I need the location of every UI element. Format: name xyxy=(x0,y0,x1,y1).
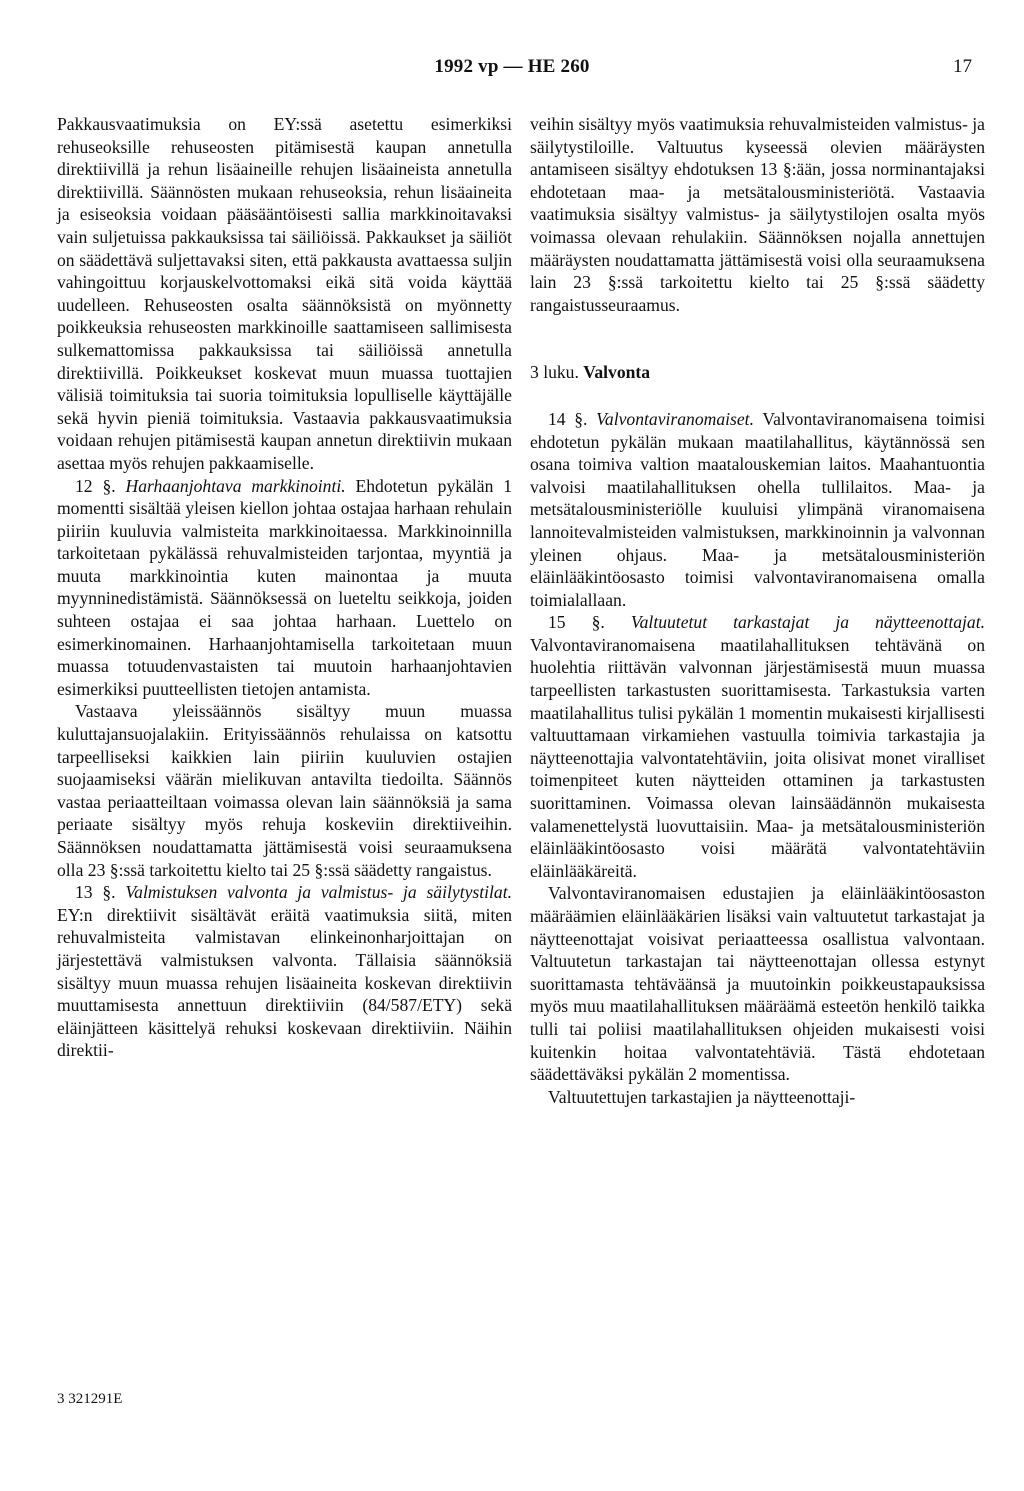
chapter-title: Valvonta xyxy=(583,362,651,383)
paragraph: Valtuutettujen tarkastajien ja näytteenottaji- xyxy=(548,1086,856,1107)
chapter-heading xyxy=(530,361,985,384)
right-column xyxy=(530,113,985,1108)
section-title: Valvontaviranomaiset. xyxy=(596,408,754,429)
paragraph: veihin sisältyy myös vaatimuksia rehuvalmisteiden valmistus- ja säilytystiloille. Valtuutus kyseessä olevien määräysten antamiseen sisältyy ehdotuksen 13 §:ään, jossa norminantajaksi ehdotetaan maa- ja metsätalousministeriötä. Vastaavia vaatimuksia sisältyy valmistus- ja säilytystilojen osalta myös voimassa olevaan rehulakiin. Säännöksen nojalla annettujen määräysten noudattamatta jättämisestä voisi olla seuraamuksena lain 23 §:ssä tarkoitettu kielto tai 25 §:ssä säädetty rangaistusseuraamus. xyxy=(530,114,985,315)
section-13 xyxy=(57,881,512,1062)
running-title: 1992 vp — HE 260 xyxy=(434,56,590,77)
chapter-number: 3 luku. xyxy=(530,362,579,383)
section-title: Valmistuksen valvonta ja valmistus- ja säilytystilat. xyxy=(125,882,512,903)
section-number: 13 §. xyxy=(75,882,116,903)
page-number: 17 xyxy=(953,56,972,77)
section-text: Ehdotetun pykälän 1 momentti sisältää yleisen kiellon johtaa ostajaa harhaan rehulain piiriin kuuluvia valmisteita markkinoitaessa. Markkinoinnilla tarkoitetaan pykälässä rehuvalmisteiden tarjontaa, myyntiä ja muuta markkinointia kuten mainontaa ja muuta myynninedistämistä. Säännöksessä on lueteltu seikkoja, joiden suhteen ostajaa ei saa johtaa harhaan. Luettelo on esimerkinomainen. Harhaanjohtamisella tarkoitetaan muun muassa totuudenvastaisten tai muutoin harhaanjohtavien esimerkiksi puutteellisten tietojen antamista. xyxy=(57,475,513,699)
section-number: 15 §. xyxy=(548,612,605,633)
section-15 xyxy=(530,611,985,882)
section-number: 12 §. xyxy=(75,475,116,496)
section-text: EY:n direktiivit sisältävät eräitä vaatimuksia siitä, miten rehuvalmisteita valmistavan elinkeinonharjoittajan on järjestettävä valmistuksen valvonta. Tällaisia säännöksiä sisältyy muun muassa rehujen lisäaineita koskevan direktiivin muuttamisesta annettuun direktiiviin (84/587/ETY) sekä eläinjätteen käsittelyä rehuksi koskevaan direktiiviin. Näihin direktii- xyxy=(57,904,512,1061)
page-header xyxy=(0,56,1024,86)
section-number: 14 §. xyxy=(548,408,588,429)
paragraph: Vastaava yleissäännös sisältyy muun muassa kuluttajansuojalakiin. Erityissäännös rehulaissa on katsottu tarpeelliseksi kaikkien lain piiriin kuuluvien ostajien suojaamiseksi väärän mielikuvan antavilta tiedoilta. Säännös vastaa periaatteiltaan voimassa olevan lain säännöksiä ja sama periaate sisältyy myös rehuja koskeviin direktiiveihin. Säännöksen noudattamatta jättämisestä voisi seuraamuksena olla 23 §:ssä tarkoitettu kielto tai 25 §:ssä säädetty rangaistus. xyxy=(57,701,512,880)
section-text: Valvontaviranomaisena maatilahallituksen tehtävänä on huolehtia riittävän valvonnan järjestämisestä muun muassa tarpeellisten tarkastusten suorittamisesta. Tarkastuksia varten maatilahallitus tulisi pykälän 1 momentin mukaisesti kirjallisesti valtuuttamaan virkamiehen vastuulla toimivia tarkastajia ja näytteenottajia valvontatehtäviin, joita olisivat monet viralliset toimenpiteet kuten näytteiden ottaminen ja tarkastusten suorittaminen. Voimassa olevan lainsäädännön mukaisesta valamenettelystä luovuttaisiin. Maa- ja metsätalousministeriön eläinlääkintöosasto voisi määrätä valvontatehtäviin eläinlääkäreitä. xyxy=(530,634,985,881)
section-title: Valtuutetut tarkastajat ja näytteenottajat. xyxy=(630,612,986,633)
section-title: Harhaanjohtava markkinointi. xyxy=(125,475,346,496)
left-column xyxy=(57,113,512,1062)
print-code: 3 321291E xyxy=(57,1391,123,1407)
paragraph: Valvontaviranomaisen edustajien ja eläinlääkintöosaston määräämien eläinlääkärien lisäksi vain valtuutetut tarkastajat ja näytteenottajat voisivat periaatteessa osallistua valvontaan. Valtuutetun tarkastajan tai näytteenottajan ollessa estynyt suorittamasta tehtäväänsä ja muutoinkin poikkeustapauksissa myös muu maatilahallituksen määräämä esteetön henkilö taikka tulli tai poliisi maatilahallituksen ohjeiden mukaisesti voisi kuitenkin hoitaa valvontatehtäviä. Tästä ehdotetaan säädettäväksi pykälän 2 momentissa. xyxy=(530,883,985,1085)
section-12 xyxy=(57,475,512,701)
section-14 xyxy=(530,408,985,611)
section-text: Valvontaviranomaisena toimisi ehdotetun pykälän mukaan maatilahallitus, käytännössä sen osana toimiva valtion maatalouskemian laitos. Maahantuontia valvoisi maatilahallituksen ohella tullilaitos. Maa- ja metsätalousministeriölle kuuluisi ylimpänä viranomaisena lannoitevalmisteiden valmistuksen, markkinoinnin ja valvonnan yleinen ohjaus. Maa- ja metsätalousministeriön eläinlääkintöosasto toimisi valvontaviranomaisena omalla toimialallaan. xyxy=(530,408,985,610)
paragraph: Pakkausvaatimuksia on EY:ssä asetettu esimerkiksi rehuseoksille rehuseosten pitämisestä kaupan annetulla direktiivillä ja rehun lisäaineille rehujen lisäaineista annetulla direktiivillä. Säännösten mukaan rehuseoksia, rehun lisäaineita ja esiseoksia voidaan pääsääntöisesti sallia markkinoitavaksi vain suljetuissa pakkauksissa tai säiliöissä. Pakkaukset ja säiliöt on säädettävä suljettavaksi siten, että pakkausta avattaessa suljin vahingoittuu korjauskelvottomaksi eikä sitä voida käyttää uudelleen. Rehuseosten osalta säännöksistä on myönnetty poikkeuksia rehuseosten markkinoille saattamiseen sallimisesta sulkemattomissa pakkauksissa tai säiliöissä annetulla direktiivillä. Poikkeukset koskevat muun muassa tuottajien välisiä toimituksia tai suoria toimituksia lopulliselle käyttäjälle sekä hyvin pieniä toimituksia. Vastaavia pakkausvaatimuksia voidaan rehujen pitämisestä kaupan annetun direktiivin mukaan asettaa myös rehujen pakkaamiselle. xyxy=(57,114,512,473)
